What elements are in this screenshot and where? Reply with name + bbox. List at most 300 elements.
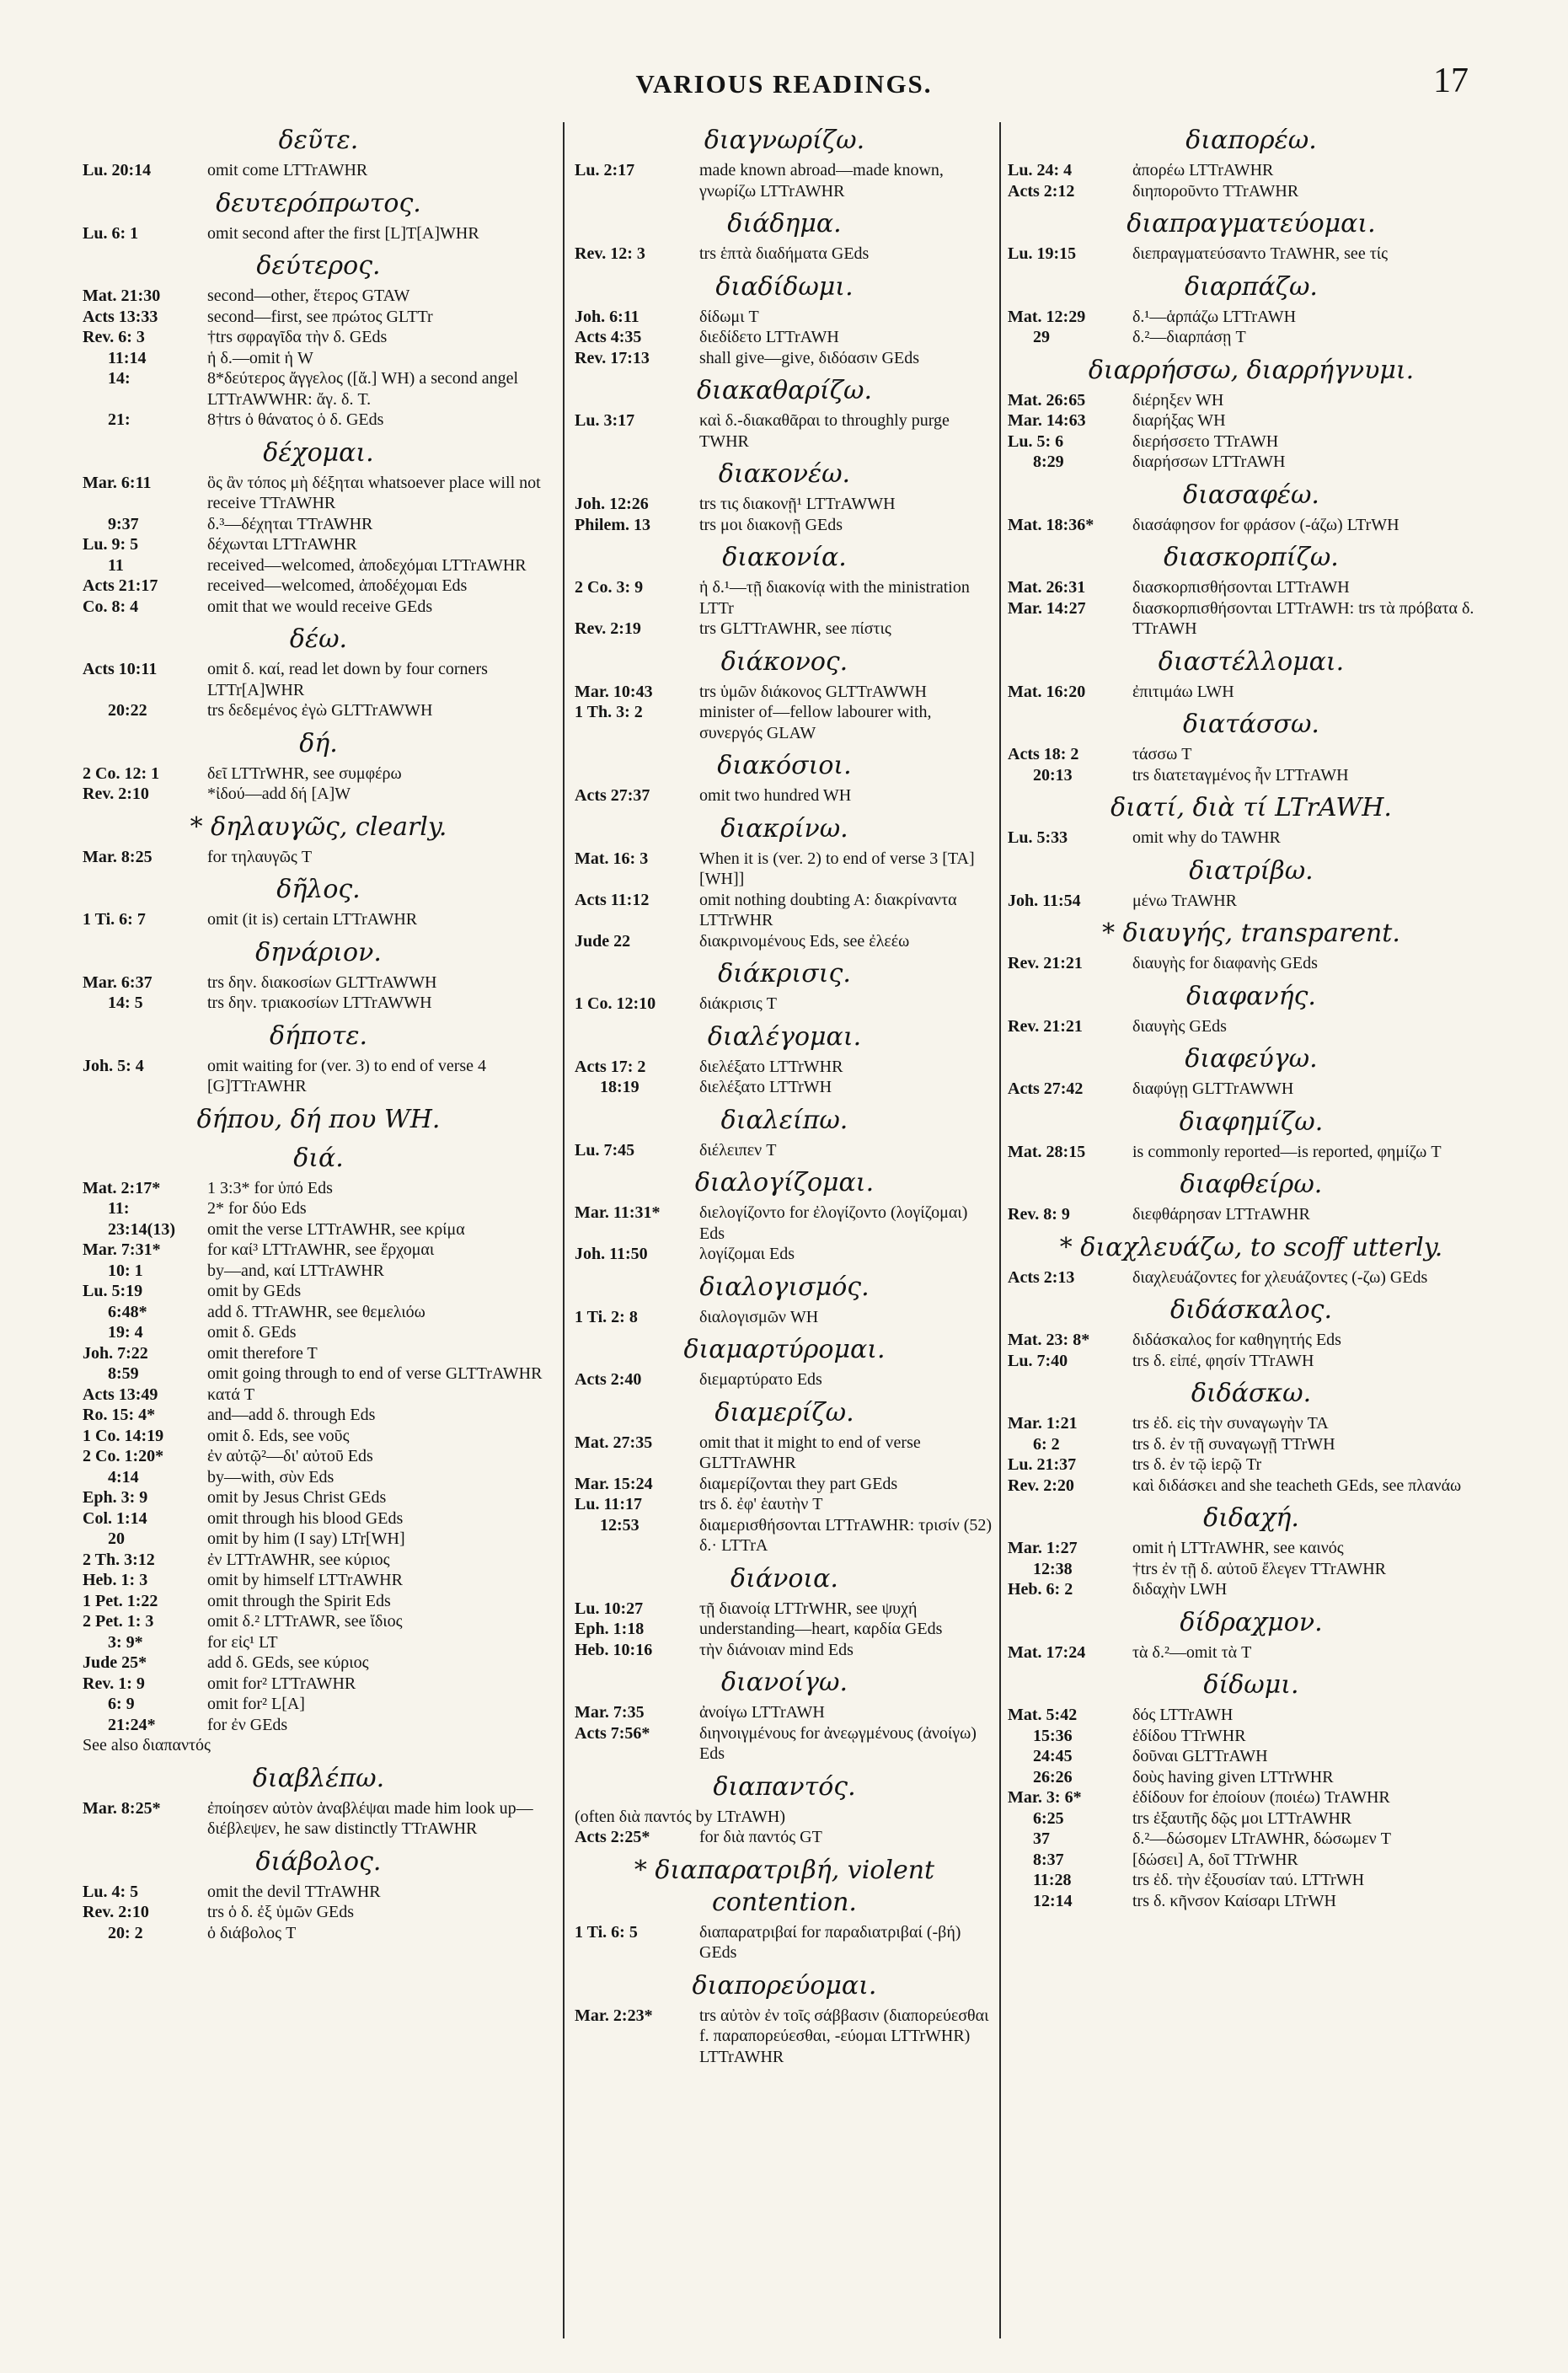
reading-text: 8*δεύτερος ἄγγελος ([ἄ.] WH) a second angel LTTrAWWHR: ἄγ. δ. T. [207, 369, 519, 409]
verse-reference: Mar. 8:25* [83, 1798, 161, 1818]
reading-entry [83, 223, 554, 244]
verse-reference: 2 Co. 3: 9 [575, 578, 644, 597]
verse-reference: Col. 1:14 [83, 1508, 147, 1528]
reading-text: received—welcomed, ἀποδέχομαι Eds [207, 576, 468, 595]
verse-reference: Co. 8: 4 [83, 597, 139, 616]
headword: διακαθαρίζω. [697, 376, 872, 405]
reading-entry [1008, 1726, 1495, 1747]
reading-entry [575, 494, 994, 515]
verse-reference: Mar. 6:37 [83, 972, 153, 992]
reading-text: omit δ.² LTTrAWR, see ἴδιος [207, 1612, 403, 1631]
reading-entry [575, 1474, 994, 1495]
headword: διαλείπω. [720, 1105, 848, 1135]
reading-text: omit waiting for (ver. 3) to end of verse 4 [G]TTrAWHR [207, 1056, 487, 1095]
reading-text: διδάσκαλος for καθηγητής Eds [1132, 1331, 1341, 1349]
reading-text: δ.²—δώσομεν LTrAWHR, δώσωμεν T [1132, 1829, 1391, 1848]
verse-reference: Rev. 6: 3 [83, 328, 145, 346]
headword: διαφημίζω. [1179, 1106, 1324, 1137]
verse-reference: Acts 2:40 [575, 1370, 642, 1389]
verse-reference: Lu. 4: 5 [83, 1882, 139, 1901]
reading-text: omit by GEds [207, 1282, 302, 1300]
verse-reference: Acts 18: 2 [1008, 745, 1079, 763]
verse-reference: 1 Co. 14:19 [83, 1426, 164, 1445]
reading-text: omit ἡ LTTrAWHR, see καινός [1132, 1539, 1344, 1557]
reading-text: omit two hundred WH [699, 786, 852, 805]
verse-reference: Eph. 1:18 [575, 1620, 645, 1638]
headword: διαλέγομαι. [707, 1021, 862, 1052]
reading-text: λογίζομαι Eds [699, 1245, 795, 1263]
verse-reference: Lu. 2:17 [575, 161, 635, 179]
reading-entry [83, 1467, 554, 1488]
reading-text: δίδωμι T [699, 307, 759, 326]
reading-text: trs τις διακονῇ¹ LTTrAWWH [699, 495, 896, 513]
reading-entry [83, 972, 554, 994]
reading-text: and—add δ. through Eds [207, 1406, 376, 1424]
reading-entry [83, 847, 554, 868]
reading-text: trs διατεταγμένος ἦν LTTrAWH [1132, 765, 1349, 785]
reading-entry [83, 1550, 554, 1571]
verse-reference: Mat. 21:30 [83, 287, 161, 305]
reading-text: τάσσω T [1132, 745, 1192, 763]
reading-text: διαυγὴς for διαφανὴς GEds [1132, 954, 1318, 972]
verse-reference: 2 Th. 3:12 [83, 1550, 155, 1569]
reading-entry [575, 849, 994, 890]
headword: δή. [299, 728, 338, 758]
reading-entry [575, 2006, 994, 2068]
headword: διαρρήσσω, διαρρήγνυμι. [1088, 355, 1415, 385]
reading-text: δοὺς having given LTTrWHR [1132, 1767, 1334, 1786]
verse-reference: Mar. 11:31* [575, 1203, 661, 1222]
reading-entry [83, 659, 554, 700]
verse-reference: 4:14 [83, 1467, 139, 1486]
column-rule-1 [563, 122, 565, 2338]
reading-text: δοῦναι GLTTrAWH [1132, 1747, 1268, 1765]
reading-text: trs ἐξαυτῆς δῷς μοι LTTrAWHR [1132, 1808, 1352, 1828]
reading-entry [1008, 1579, 1495, 1600]
verse-reference: Rev. 8: 9 [1008, 1205, 1070, 1224]
reading-entry [575, 1827, 994, 1848]
reading-text: omit through his blood GEds [207, 1508, 404, 1528]
reading-text: †trs σφραγῖδα τὴν δ. GEds [207, 328, 388, 346]
reading-text: ἐποίησεν αὐτὸν ἀναβλέψαι made him look up—διέβλεψεν, he saw distinctly TTrAWHR [207, 1798, 533, 1838]
reading-entry [83, 1611, 554, 1632]
verse-reference: 29 [1008, 328, 1050, 346]
verse-reference: Mar. 15:24 [575, 1474, 653, 1493]
reading-text: διηπορoῦντο TTrAWHR [1132, 181, 1299, 201]
reading-entry [575, 577, 994, 619]
verse-reference: Mar. 10:43 [575, 682, 653, 701]
verse-reference: Mat. 26:31 [1008, 578, 1086, 597]
reading-text: ἐδίδουν for ἐποίουν (ποιέω) TrAWHR [1132, 1788, 1390, 1807]
reading-text: διεμαρτύρατο Eds [699, 1370, 822, 1389]
reading-entry [83, 514, 554, 535]
verse-reference: Mat. 2:17* [83, 1178, 161, 1197]
reading-entry [83, 160, 554, 181]
reading-entry [1008, 577, 1495, 598]
reading-text: διασάφησον for φράσον (-άζω) LTrWH [1132, 515, 1399, 534]
headword: διακρίνω. [720, 813, 848, 844]
verse-reference: Lu. 9: 5 [83, 535, 139, 554]
reading-entry [1008, 1330, 1495, 1351]
reading-entry [575, 1640, 994, 1661]
headword: διάνοια. [730, 1563, 838, 1594]
verse-reference: 26:26 [1008, 1767, 1073, 1786]
headword: διαφανής. [1186, 981, 1316, 1011]
reading-entry [1008, 953, 1495, 974]
reading-entry [575, 1494, 994, 1515]
reading-entry [83, 1343, 554, 1364]
verse-reference: Eph. 3: 9 [83, 1488, 148, 1507]
reading-text: minister of—fellow labourer with, συνεργός GLAW [699, 703, 932, 742]
headword: διακονέω. [718, 459, 851, 489]
reading-entry [1008, 682, 1495, 703]
verse-reference: 1 Pet. 1:22 [83, 1591, 158, 1610]
reading-entry [575, 1599, 994, 1620]
reading-entry [83, 1363, 554, 1385]
reading-text: διαυγὴς GEds [1132, 1016, 1227, 1036]
reading-entry [1008, 1808, 1495, 1829]
reading-entry [83, 307, 554, 328]
reading-entry [575, 1369, 994, 1390]
reading-entry [83, 784, 554, 805]
reading-entry [575, 1140, 994, 1161]
verse-reference: Acts 4:35 [575, 328, 642, 346]
reading-text: διαπαρατριβαί for παραδιατριβαί (-βή) GEds [699, 1922, 961, 1962]
reading-text: trs δ. ἐφ' ἑαυτὴν T [699, 1495, 823, 1513]
verse-reference: Rev. 2:20 [1008, 1476, 1074, 1495]
reading-entry [83, 1178, 554, 1199]
headword: διδάσκω. [1191, 1379, 1312, 1408]
headword: διακονία. [722, 543, 847, 572]
reading-text: trs δην. διακοσίων GLTTrAWWH [207, 972, 437, 992]
verse-reference: 6: 2 [1008, 1434, 1060, 1454]
verse-reference: 14: [83, 369, 131, 388]
verse-reference: Heb. 1: 3 [83, 1571, 148, 1589]
reading-entry [83, 1798, 554, 1840]
reading-entry [1008, 1079, 1495, 1100]
verse-reference: Lu. 7:45 [575, 1140, 635, 1160]
verse-reference: Philem. 13 [575, 515, 650, 534]
reading-entry [1008, 327, 1495, 348]
reading-text: omit the verse LTTrAWHR, see κρίμα [207, 1219, 465, 1239]
reading-text: add δ. GEds, see κύριος [207, 1653, 369, 1672]
headword: διαρπάζω. [1185, 271, 1318, 302]
verse-reference: Acts 17: 2 [575, 1057, 646, 1076]
reading-text: for ἐν GEds [207, 1715, 288, 1734]
reading-text: διέλειπεν T [699, 1140, 777, 1160]
reading-entry [83, 1056, 554, 1097]
reading-entry [83, 1735, 554, 1756]
reading-text: [δώσει] A, δοῖ TTrWHR [1132, 1850, 1298, 1869]
verse-reference: Jude 22 [575, 931, 631, 951]
verse-reference: Rev. 17:13 [575, 348, 650, 367]
verse-reference: Lu. 24: 4 [1008, 161, 1073, 179]
verse-reference: 20:22 [83, 701, 147, 720]
reading-entry [83, 1882, 554, 1903]
verse-reference: Acts 10:11 [83, 660, 158, 678]
reading-entry [575, 1515, 994, 1556]
running-head: VARIOUS READINGS. [635, 69, 933, 99]
reading-entry [83, 1902, 554, 1923]
headword: διατρίβω. [1189, 855, 1314, 886]
reading-text: See also διαπαντός [83, 1736, 211, 1754]
verse-reference: Mar. 1:27 [1008, 1539, 1078, 1557]
verse-reference: Lu. 21:37 [1008, 1455, 1077, 1474]
verse-reference: Heb. 6: 2 [1008, 1580, 1073, 1599]
headword: διά. [293, 1143, 344, 1173]
headword: δεῦτε. [278, 126, 359, 155]
reading-text: διαχλευάζοντες for χλευάζοντες (-ζω) GEds [1132, 1267, 1428, 1287]
verse-reference: Jude 25* [83, 1653, 147, 1672]
verse-reference: 12:38 [1008, 1559, 1073, 1578]
headword: διασαφέω. [1183, 479, 1319, 510]
reading-entry [575, 327, 994, 348]
reading-entry [83, 410, 554, 431]
reading-text: διεπραγματεύσαντο TrAWHR, see τίς [1132, 244, 1389, 263]
headword: δέχομαι. [263, 437, 374, 468]
reading-text: διελέξατο LTTrWHR [699, 1057, 843, 1076]
verse-reference: Rev. 21:21 [1008, 1016, 1083, 1036]
reading-text: omit for² LTTrAWHR [207, 1674, 356, 1693]
reading-text: omit why do TAWHR [1132, 828, 1281, 847]
reading-text: διδαχὴν LWH [1132, 1580, 1228, 1599]
reading-text: omit δ. GEds [207, 1323, 297, 1342]
reading-entry [1008, 1204, 1495, 1225]
reading-entry [83, 1674, 554, 1695]
reading-entry [575, 348, 994, 369]
verse-reference: 1 Th. 3: 2 [575, 703, 643, 721]
reading-entry [1008, 744, 1495, 765]
reading-text: made known abroad—made known, γνωρίζω LTTrAWHR [699, 161, 944, 201]
verse-reference: Mat. 18:36* [1008, 515, 1094, 534]
headword: διάβολος. [255, 1846, 382, 1877]
reading-entry [575, 931, 994, 952]
verse-reference: Joh. 6:11 [575, 307, 640, 326]
reading-text: διάκρισις T [699, 994, 778, 1013]
reading-entry [1008, 765, 1495, 786]
reading-text: διαμερισθήσονται LTTrAWHR: τρισίν (52) δ.· LTTrA [699, 1515, 993, 1555]
reading-entry [83, 700, 554, 721]
headword: διάκονος. [720, 646, 848, 677]
verse-reference: 8:37 [1008, 1850, 1064, 1869]
verse-reference: 1 Ti. 2: 8 [575, 1307, 638, 1326]
reading-text: add δ. TTrAWHR, see θεμελιόω [207, 1302, 425, 1321]
reading-entry [83, 1426, 554, 1447]
verse-reference: Lu. 20:14 [83, 161, 152, 179]
verse-reference: Mar. 14:63 [1008, 411, 1086, 430]
reading-entry [83, 1281, 554, 1302]
reading-text: trs ἐδ. εἰς τὴν συναγωγὴν TA [1132, 1414, 1329, 1433]
reading-entry [1008, 1538, 1495, 1559]
reading-entry [1008, 452, 1495, 473]
reading-entry [1008, 307, 1495, 328]
reading-text: διαρήσσων LTTrAWH [1132, 453, 1286, 471]
reading-entry [1008, 1746, 1495, 1767]
reading-entry [83, 1385, 554, 1406]
reading-text: trs δ. εἰπέ, φησίν TTrAWH [1132, 1351, 1314, 1370]
headword: διαδίδωμι. [715, 271, 854, 302]
reading-entry [1008, 1476, 1495, 1497]
reading-text: omit by himself LTTrAWHR [207, 1571, 403, 1589]
reading-text: omit second after the first [L]T[A]WHR [207, 223, 479, 243]
reading-text: διαφύγῃ GLTTrAWWH [1132, 1079, 1294, 1098]
reading-text: trs μοι διακονῇ GEds [699, 515, 843, 534]
reading-entry [83, 1923, 554, 1944]
verse-reference: Acts 7:56* [575, 1723, 650, 1743]
reading-entry [575, 1433, 994, 1474]
verse-reference: Rev. 2:19 [575, 619, 641, 638]
reading-text: ἐδίδου TTrWHR [1132, 1726, 1246, 1745]
column-left [83, 118, 554, 1943]
reading-text: trs δ. ἐν τῇ συναγωγῇ TTrWH [1132, 1434, 1335, 1454]
reading-entry [1008, 390, 1495, 411]
headword: διατάσσω. [1183, 710, 1319, 739]
reading-text: trs ἐδ. τὴν ἐξουσίαν ταύ. LTTrWH [1132, 1871, 1365, 1889]
headword: διαβλέπω. [252, 1763, 385, 1793]
reading-text: καὶ δ.-διακαθᾶραι to throughly purge TWHR [699, 411, 950, 451]
verse-reference: 20: 2 [83, 1923, 143, 1942]
verse-reference: Lu. 5:19 [83, 1282, 143, 1300]
reading-text: trs αὐτὸν ἐν τοῖς σάββασιν (διαπορεύεσθαι f. παραπορεύεσθαι, -εύομαι LTTrWHR) LTTrAWHR [699, 2006, 989, 2066]
reading-text: μένω TrAWHR [1132, 891, 1238, 910]
reading-text: διηνοιγμένους for ἀνεῳγμένους (ἀνοίγω) Eds [699, 1723, 977, 1763]
reading-entry [83, 1302, 554, 1323]
reading-text: omit through the Spirit Eds [207, 1591, 391, 1610]
verse-reference: 10: 1 [83, 1261, 143, 1280]
reading-text: 2* for δύο Eds [207, 1199, 307, 1218]
verse-reference: 2 Pet. 1: 3 [83, 1612, 154, 1631]
reading-text: διασκορπισθήσονται LTTrAWH [1132, 578, 1350, 597]
reading-entry [575, 1922, 994, 1963]
reading-entry [1008, 1267, 1495, 1288]
verse-reference: Acts 13:33 [83, 307, 158, 326]
verse-reference: 12:14 [1008, 1891, 1073, 1910]
verse-reference: 20:13 [1008, 765, 1073, 785]
reading-entry [1008, 1016, 1495, 1037]
reading-text: 1 3:3* for ὑπό Eds [207, 1178, 333, 1197]
column-rule-2 [999, 122, 1001, 2338]
reading-entry [83, 1715, 554, 1736]
verse-reference: Mat. 5:42 [1008, 1706, 1078, 1724]
reading-text: διεδίδετο LTTrAWH [699, 328, 839, 346]
reading-entry [575, 410, 994, 452]
reading-text: trs δ. κῆνσον Καίσαρι LTrWH [1132, 1891, 1336, 1910]
verse-reference: Mar. 1:21 [1008, 1414, 1078, 1433]
verse-reference: Mar. 8:25 [83, 847, 153, 866]
verse-reference: Joh. 5: 4 [83, 1056, 144, 1075]
verse-reference: Acts 2:25* [575, 1828, 650, 1846]
reading-entry [575, 890, 994, 931]
verse-reference: 11: [83, 1199, 130, 1218]
reading-text: omit therefore T [207, 1343, 318, 1363]
verse-reference: Joh. 7:22 [83, 1343, 148, 1363]
reading-text: for τηλαυγῶς T [207, 847, 313, 866]
reading-text: omit by Jesus Christ GEds [207, 1488, 387, 1507]
reading-text: omit come LTTrAWHR [207, 161, 368, 179]
headword: διαπραγματεύομαι. [1126, 209, 1376, 238]
verse-reference: Acts 13:49 [83, 1385, 158, 1404]
reading-entry [1008, 1767, 1495, 1788]
reading-text: διαλογισμῶν WH [699, 1307, 819, 1326]
headword: διαστέλλομαι. [1158, 646, 1345, 677]
headword: διανοίγω. [720, 1668, 848, 1697]
reading-entry [575, 994, 994, 1015]
verse-reference: Acts 27:42 [1008, 1079, 1084, 1098]
reading-text: for διὰ παντός GT [699, 1828, 822, 1846]
reading-text: τῇ διανοίᾳ LTTrWHR, see ψυχή [699, 1599, 918, 1618]
headword: διαλογίζομαι. [694, 1168, 875, 1197]
reading-text: δ.³—δέχηται TTrAWHR [207, 514, 373, 533]
reading-text: omit by him (I say) LTr[WH] [207, 1529, 405, 1548]
reading-text: διακρινομένους Eds, see ἐλεέω [699, 931, 910, 951]
reading-entry [575, 785, 994, 806]
reading-entry [83, 555, 554, 576]
verse-reference: Rev. 12: 3 [575, 244, 645, 263]
reading-entry [83, 368, 554, 410]
verse-reference: 1 Co. 12:10 [575, 994, 656, 1013]
column-middle [575, 118, 994, 2067]
reading-text: ὁ διάβολος T [207, 1923, 297, 1942]
reading-entry [575, 160, 994, 201]
reading-entry [83, 1261, 554, 1282]
verse-reference: Lu. 7:40 [1008, 1351, 1068, 1370]
verse-reference: 21:24* [83, 1715, 156, 1734]
verse-reference: Mat. 27:35 [575, 1433, 653, 1452]
verse-reference: 18:19 [575, 1078, 640, 1096]
headword: διαφθείρω. [1180, 1170, 1323, 1199]
headword: * διαπαρατριβή, violent contention. [634, 1855, 935, 1917]
reading-text: omit that we would receive GEds [207, 597, 433, 616]
reading-text: trs ἑπτὰ διαδήματα GEds [699, 244, 870, 263]
verse-reference: Heb. 10:16 [575, 1640, 653, 1659]
reading-text: ἡ δ.¹—τῇ διακονίᾳ with the ministration LTTr [699, 578, 970, 618]
reading-entry [1008, 410, 1495, 431]
reading-text: trs ὁ δ. ἐξ ὑμῶν GEds [207, 1903, 355, 1921]
reading-text: ὃς ἂν τόπος μὴ δέξηται whatsoever place will not receive TTrAWHR [207, 473, 541, 512]
headword: δήποτε. [269, 1020, 368, 1051]
reading-entry [1008, 1705, 1495, 1726]
reading-text: ἀπορέω LTTrAWHR [1132, 161, 1274, 179]
headword: δίδραχμον. [1180, 1607, 1323, 1637]
verse-reference: Lu. 5: 6 [1008, 431, 1064, 451]
reading-entry [83, 327, 554, 348]
verse-reference: Mat. 28:15 [1008, 1142, 1086, 1161]
reading-text: διαμερίζονται they part GEds [699, 1474, 898, 1493]
verse-reference: Rev. 21:21 [1008, 954, 1083, 972]
reading-entry [83, 763, 554, 785]
column-right [1008, 118, 1495, 1911]
reading-text: τὰ δ.²—omit τὰ T [1132, 1642, 1252, 1662]
reading-entry [1008, 1642, 1495, 1663]
headword: διακόσιοι. [717, 751, 852, 780]
reading-entry [1008, 1351, 1495, 1372]
reading-entry [575, 1203, 994, 1244]
verse-reference: 14: 5 [83, 994, 143, 1012]
reading-text: κατά T [207, 1385, 255, 1404]
verse-reference: Joh. 11:50 [575, 1245, 648, 1263]
reading-entry [1008, 515, 1495, 536]
reading-text: omit for² L[A] [207, 1695, 305, 1713]
reading-entry [575, 1723, 994, 1765]
verse-reference: Lu. 10:27 [575, 1599, 644, 1618]
verse-reference: Mat. 23: 8* [1008, 1331, 1090, 1349]
headword: διαπαντός. [713, 1771, 856, 1802]
reading-text: (often διὰ παντός by LTrAWH) [575, 1807, 785, 1826]
verse-reference: Mar. 14:27 [1008, 598, 1086, 618]
verse-reference: 24:45 [1008, 1747, 1073, 1765]
reading-text: received—welcomed, ἀποδεχόμαι LTTrAWHR [207, 555, 527, 575]
reading-text: omit that it might to end of verse GLTTrAWHR [699, 1433, 921, 1472]
